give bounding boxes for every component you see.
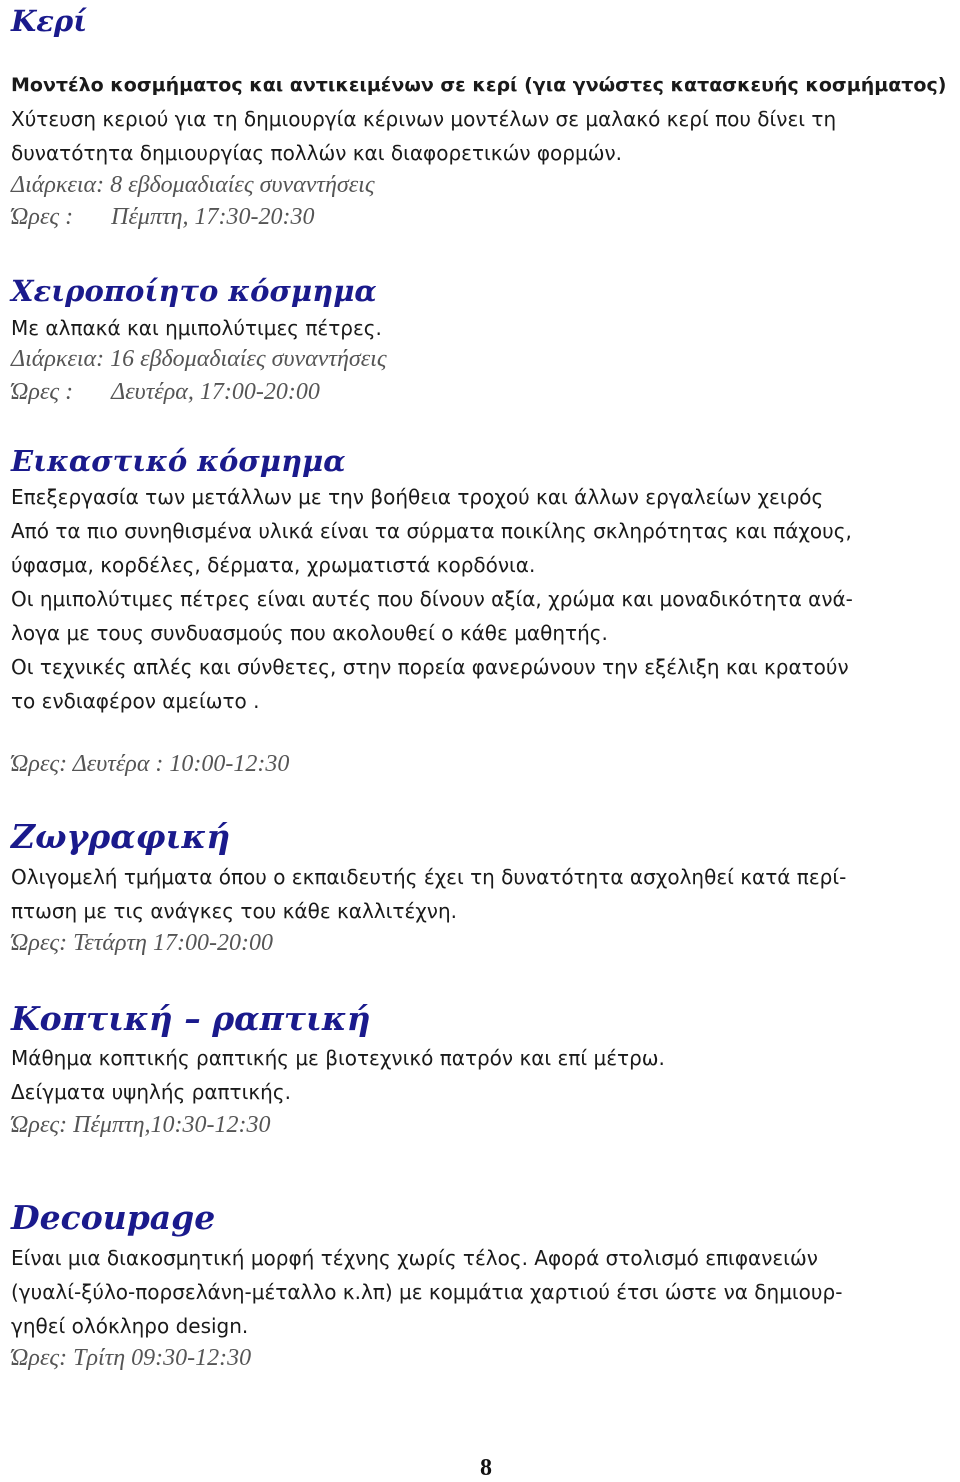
section-title-decoupage: Decoupage xyxy=(11,1198,216,1237)
hours-art-jewelry: Ώρες: Δευτέρα : 10:00-12:30 xyxy=(11,751,290,777)
section-subtitle-wax: Μοντέλο κοσμήματος και αντικειμένων σε κερί (για γνώστες κατασκευής κοσμήματος) xyxy=(11,74,947,96)
paragraph-line: Οι ημιπολύτιμες πέτρες είναι αυτές που δίνουν αξία, χρώμα και μοναδικότητα ανά- xyxy=(11,587,853,611)
paragraph-line: Από τα πιο συνηθισμένα υλικά είναι τα σύρματα ποικίλης σκληρότητας και πάχους, xyxy=(11,519,852,543)
paragraph-line: (γυαλί-ξύλο-πορσελάνη-μέταλλο κ.λπ) με κομμάτια χαρτιού έτσι ώστε να δημιουρ- xyxy=(11,1280,843,1304)
paragraph-line: Δείγματα υψηλής ραπτικής. xyxy=(11,1080,291,1104)
duration-wax: Διάρκεια: 8 εβδομαδιαίες συναντήσεις xyxy=(11,172,375,198)
paragraph-line: το ενδιαφέρον αμείωτο . xyxy=(11,689,260,713)
paragraph-line: ύφασμα, κορδέλες, δέρματα, χρωματιστά κορδόνια. xyxy=(11,553,536,577)
hours-handmade xyxy=(11,379,320,406)
section-title-sewing: Κοπτική – ραπτική xyxy=(11,999,371,1038)
paragraph-line: Μάθημα κοπτικής ραπτικής με βιοτεχνικό πατρόν και επί μέτρω. xyxy=(11,1046,665,1070)
paragraph-line: πτωση με τις ανάγκες του κάθε καλλιτέχνη. xyxy=(11,899,458,923)
hours-label: Ώρες : xyxy=(11,379,74,405)
hours-painting: Ώρες: Τετάρτη 17:00-20:00 xyxy=(11,930,273,956)
paragraph-line: Οι τεχνικές απλές και σύνθετες, στην πορεία φανερώνουν την εξέλιξη και κρατούν xyxy=(11,655,849,679)
paragraph-line: Με αλπακά και ημιπολύτιμες πέτρες. xyxy=(11,316,382,340)
paragraph-line: Είναι μια διακοσμητική μορφή τέχνης χωρίς τέλος. Αφορά στολισμό επιφανειών xyxy=(11,1246,818,1270)
duration-handmade: Διάρκεια: 16 εβδομαδιαίες συναντήσεις xyxy=(11,346,387,372)
paragraph-line: γηθεί ολόκληρο design. xyxy=(11,1314,249,1338)
section-title-handmade: Χειροποίητο κόσμημα xyxy=(11,274,377,308)
hours-label: Ώρες : xyxy=(11,204,74,230)
paragraph-line: Επεξεργασία των μετάλλων με την βοήθεια τροχού και άλλων εργαλείων χειρός xyxy=(11,485,824,509)
hours-value: Πέμπτη, 17:30-20:30 xyxy=(111,204,315,230)
hours-sewing: Ώρες: Πέμπτη,10:30-12:30 xyxy=(11,1112,271,1138)
page-number: 8 xyxy=(480,1455,492,1481)
hours-decoupage: Ώρες: Τρίτη 09:30-12:30 xyxy=(11,1345,252,1371)
paragraph-line: λογα με τους συνδυασμούς που ακολουθεί ο κάθε μαθητής. xyxy=(11,621,608,645)
section-title-painting: Ζωγραφική xyxy=(11,817,231,856)
section-title-art-jewelry: Εικαστικό κόσμημα xyxy=(11,444,346,478)
paragraph-line: Ολιγομελή τμήματα όπου ο εκπαιδευτής έχει τη δυνατότητα ασχοληθεί κατά περί- xyxy=(11,865,847,889)
section-title-wax: Κερί xyxy=(11,4,88,38)
hours-wax xyxy=(11,204,314,231)
paragraph-line: Χύτευση κεριού για τη δημιουργία κέρινων μοντέλων σε μαλακό κερί που δίνει τη xyxy=(11,107,837,131)
hours-value: Δευτέρα, 17:00-20:00 xyxy=(111,379,320,405)
paragraph-line: δυνατότητα δημιουργίας πολλών και διαφορετικών φορμών. xyxy=(11,141,622,165)
